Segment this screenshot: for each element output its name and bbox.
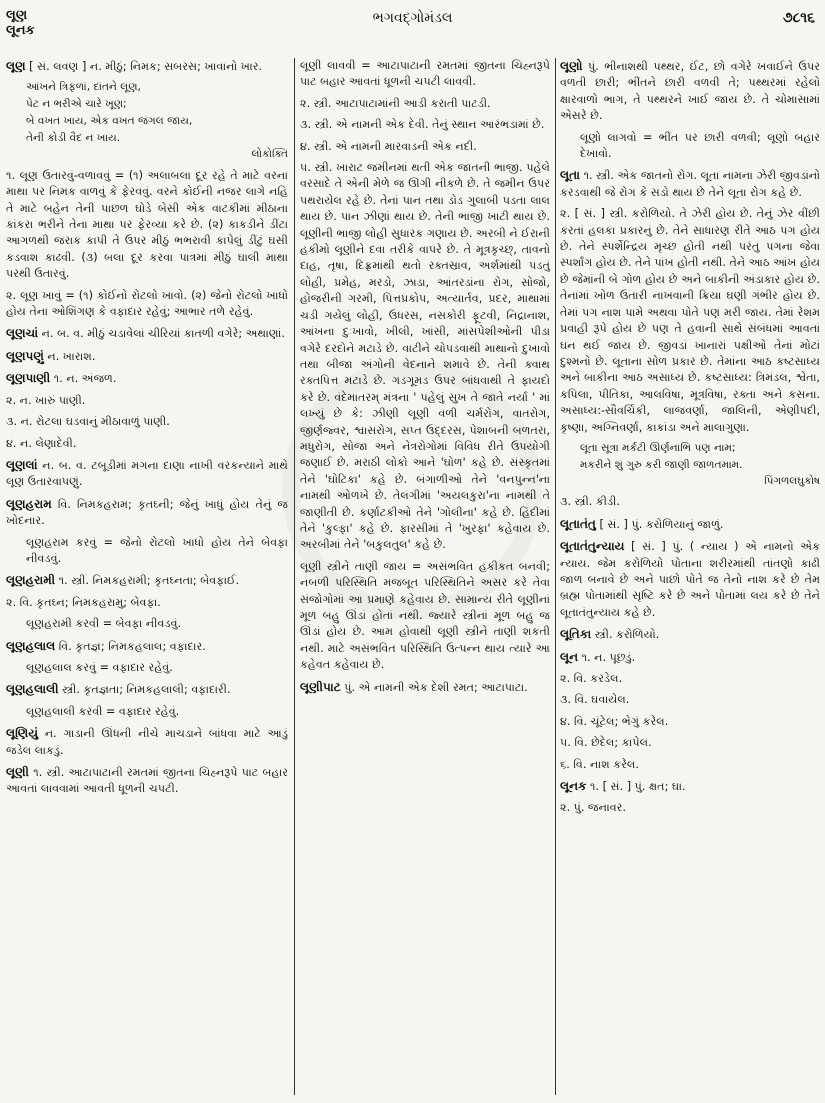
- dictionary-entry: [6, 370, 288, 387]
- dictionary-entry: [560, 130, 820, 163]
- dictionary-entry: [560, 757, 820, 773]
- entry-definition: ૧. સ્ત્રી. એક જાતનો રોગ. લૂતા નામના ઝેરી જીવડાંનો કરડવાથી જે રોગ કે સડો થાય છે તેને લૂતા રોગ કહે છે.: [560, 169, 820, 199]
- dictionary-entry: [560, 538, 820, 621]
- dictionary-entry: [6, 681, 288, 698]
- entry-definition: [ સં. ] પું. ( ન્યાય ) એ નામનો એક ન્યાય. જેમ કરોળિયો પોતાના શરીરમાંથી તાંતણો કાઢી જાળ બનાવે છે અને પાછો પોતે જ તેનો નાશ કરે છે તેમ બ્રહ્મ પોતામાંથી સૃષ્ટિ કરે છે અને પોતામાં લય કરે છે તેને લૂતાતંતુન્યાય કહે છે.: [560, 540, 820, 619]
- dictionary-entry: [6, 348, 288, 365]
- dictionary-entry: [6, 80, 288, 162]
- entry-definition: ન. ગાડાની ઊંધની નીચે માચડાને બાંધવા માટે આડું જડેલ લાકડું.: [6, 727, 288, 757]
- dictionary-entry: [6, 496, 288, 530]
- headword: લૂણિયું: [6, 726, 39, 741]
- entry-definition: ૫. વિ. છેદેલ; કાપેલ.: [560, 736, 652, 750]
- dictionary-entry: [560, 671, 820, 687]
- dictionary-entry: [560, 649, 820, 666]
- dictionary-entry: [6, 288, 288, 321]
- entry-definition: લૂણી સ્ત્રીને તાણી જાય = અસંભવિત હકીકત બનવી; નબળી પરિસ્થિતિ મજબૂત પરિસ્થિતિને અસર કરે તેવા સંજોગોમાં આ પ્રમાણે કહેવાય છે. સામાન્ય રીતે લૂણીનાં મૂળ બહુ ઊંડાં હોતાં નથી. જ્યારે સ્ત્રીનાં મૂળ બહુ જ ઊંડાં હોય છે. આમ હોવાથી લૂણી સ્ત્રીને તાણી શકતી નથી. માટે અસંભવિત પરિસ્થિતિ ઉત્પન્ન થાય ત્યારે આ કહેવત કહેવાય છે.: [300, 559, 550, 672]
- dictionary-entry: [560, 167, 820, 201]
- entry-definition: ન. બ. વ. મીઠું ચડાવેલાં ચીરિયાં કાતળી વગેરે; અથાણાં.: [41, 327, 285, 341]
- entry-definition: લૂણી લાવવી = આટાપાટાની રમતમાં જીતના ચિહ્નરૂપે પાટ બહાર આવતાં ધૂળની ચપટી લાવવી.: [300, 59, 550, 89]
- dictionary-entry: [560, 735, 820, 751]
- dictionary-entry: [6, 393, 288, 409]
- column-1: [6, 58, 288, 1099]
- entry-definition: ૨. સ્ત્રી. આટાપાટામાંની આડી કરાતી પાટડી.: [300, 96, 491, 110]
- dictionary-entry: [6, 725, 288, 759]
- entry-definition: ૨. પું. જનાવર.: [560, 801, 627, 815]
- headword: લૂણપાણી: [6, 371, 51, 386]
- column-2: [300, 58, 550, 1099]
- quotation-source: પિંગળલઘુકોષ: [764, 474, 820, 487]
- headword: લૂન: [560, 649, 579, 664]
- dictionary-entry: [560, 800, 820, 816]
- entry-definition: ૪. સ્ત્રી. એ નામની મારવાડની એક નદી.: [300, 139, 477, 153]
- headword: લૂણીપાટ: [300, 679, 341, 694]
- dictionary-entry: [560, 516, 820, 533]
- headword: લૂણલાં: [6, 457, 38, 472]
- dictionary-entry: [6, 535, 288, 568]
- entry-definition: ૧. [ સં. ] પું. ક્ષત; ઘા.: [590, 780, 686, 794]
- dictionary-entry: [560, 206, 820, 436]
- dictionary-entry: [6, 704, 288, 720]
- entry-definition: ન. ખારાશ.: [47, 349, 96, 363]
- dictionary-entry: [560, 714, 820, 730]
- headword: લૂણહરામ: [6, 496, 52, 511]
- guide-word-first: લૂણ: [6, 8, 28, 23]
- quotation-line: પેટ ન ભરીએ ચારે ખૂણ;: [26, 98, 127, 111]
- headword: લૂણહલાલી: [6, 682, 59, 697]
- dictionary-entry: [560, 778, 820, 795]
- entry-definition: સ્ત્રી. કરોળિયો.: [594, 628, 660, 642]
- quotation-line: લૂણહલાલ કરવું = વફાદાર રહેવું.: [26, 660, 173, 674]
- dictionary-entry: [6, 572, 288, 589]
- dictionary-entry: [300, 58, 550, 91]
- entry-definition: સ્ત્રી. કૃતજ્ઞતા; નિમકહલાલી; વફાદારી.: [62, 683, 231, 697]
- headword: લૂનક: [560, 779, 587, 794]
- headword: લૂણપણું: [6, 348, 44, 363]
- quotation-line: લૂણહરામી કરવી = બેવફા નીવડવું.: [26, 617, 182, 631]
- entry-definition: પું. ભીનાશથી પથ્થર, ઈંટ, છો વગેરે ખવાઈને ઉપર વળતી છારી; ભીંતને છારી વળવી તે; પથ્થરમાં રહેલો ક્ષારવાળો ભાગ, તે પથ્થરને ખાઈ જાય છે. તે ચોમાસામાં એસરે છે.: [560, 60, 820, 123]
- dictionary-entry: [6, 436, 288, 452]
- dictionary-entry: [560, 441, 820, 489]
- dictionary-entry: [6, 660, 288, 676]
- dictionary-entry: [300, 96, 550, 112]
- headword: લૂતિકા: [560, 627, 592, 642]
- headword: લૂણચાં: [6, 326, 39, 341]
- headword: લૂણો: [560, 59, 583, 73]
- entry-definition: ૨. [ સં. ] સ્ત્રી. કરોળિયો. તે ઝેરી હોય છે. તેનું ઝેર વીંછી કરતાં હલકા પ્રકારનું છે. તેને સાધારણ રીતે આઠ પગ હોય છે. તેને સ્પર્શેન્દ્રિય મૃચ્છ હોતી નથી પરંતુ પગના જેવા સ્પર્શાંગ હોય છે. તેને પાંખ હોતી નથી. તેને આઠ આંખ હોય છે જેમાંની બે ગોળ હોય છે અને બાકીની અંડાકાર હોય છે. તેનામાં ખોળ ઉતારી નાખવાની ક્રિયા ઘણી ગંભીર હોય છે. તેમાં પગ નાશ પામે અથવા પોતે પણ મરી જાય. તેમાં રેશમ પ્રવાહી રૂપે હોય છે પણ તે હવાની સાથે સંબંધમાં આવતાં ઘન થઈ જાય છે. જીવડાં ખાનારાં પક્ષીઓ તેનાં મોટાં દુશ્મનો છે. લૂતાના સોળ પ્રકાર છે. તેમાંના આઠ કષ્ટસાધ્ય અને બાકીના આઠ અસાધ્ય છે. કષ્ટસાધ્ય: ત્રિમંડલ, શ્વેતા, કપિલા, પીતિકા, આલવિષા, મૂત્રવિષા, રક્તા અને કસના. અસાધ્ય:-સૌવર્ચિકી, લાજવર્ણા, જાલિની, એણીપદી, કૃષ્ણા, અગ્નિવર્ણા, કાકાંડા અને માલાગુણા.: [560, 207, 820, 434]
- entry-definition: ૧. સ્ત્રી. આટાપાટાની રમતમાં જીતના ચિહ્નરૂપે પાટ બહાર આવતાં લાવવામાં આવતી ધૂળની ચપટી.: [6, 766, 288, 796]
- entry-definition: ૫. સ્ત્રી. ખારાટ જમીનમાં થતી એક જાતની ભાજી. પહેલે વરસાદે તે એની મેળે જ ઊગી નીકળે છે. તે જમીન ઉપર પથરાયેલ રહે છે. તેનાં પાન તથા ડોડ ગુલાબી પડતા લાલ થાય છે. પાન ઝીણાં થાય છે. તેની ભાજી ખાટી થાય છે. લૂણીની ભાજી લોહી સુધારક ગણાય છે. અરબી ને ઈરાની હકીમો લૂણીને દવા તરીકે વાપરે છે. તે મૂત્રકૃચ્છ્, તાવનો દાહ, તૃષા, દિફ્રમાંથી થતો રક્તસ્રાવ, અર્શમાંથી પડતું લોહી, પ્રમેહ, મરડો, ઝાડા, આંતરડાંના રોગ, સોજો, હોજરીની ગરમી, પિત્તપ્રકોપ, અત્યાર્તવ, પ્રદર, માથામાં ચડી ગયેલું લોહી, ઉધરસ, નસકોરી ફૂટવી, નિદ્રાનાશ, આંખના દુઃખાવો, ખીલી, ખાંસી, માંસપેશીઓની પીડા વગેરે દરદોને મટાડે છે. વાટીને ચોપડવાથી માથાનો દુખાવો તથા બીજા અંગોની વેદનાને શમાવે છે. તેની ક્વાથ રક્તપિત્ત મટાડે છે. ગડગૂમડ ઉપર બાંધવાથી તે ફાયદો કરે છે. વંદેમાતરમ્ મંત્રના ' પહેલું સુખ તે જાતે નર્યા ' માં લખ્યું છે કે: ઝીણી લૂણી વળી ચર્મરોગ, વાતરોગ, જીર્ણજ્વર, શ્વાસરોગ, સપ્ત ઉદ્દરસ, પેશાબની બળતરા, મધુરોગ, સોજા અને નેત્રરોગોમાં વિવિધ રીતે ઉપયોગી જણાઈ છે. મરાઠી લોકો આને 'ઘોળ' કહે છે. સંસ્કૃતમાં તેને 'ઘોટિકા' કહે છે. બંગાળીઓ તેને 'વનપુન્ન'ના નામથી ઓળખે છે. તેલંગીમાં 'અયલકુરા'ના નામથી તે જાણીતી છે. કર્ણાટકીઓ તેને 'ગોલીના' કહે છે. હિંદીમાં તેને 'કુલ્ફા' કહે છે. ફારસીમાં તે 'ખુરફા' કહેવાય છે. અરબીમાં તેને 'બકુલતુલ' કહે છે.: [300, 161, 550, 552]
- dictionary-entry: [6, 616, 288, 632]
- dictionary-entry: [6, 414, 288, 430]
- dictionary-entry: [300, 559, 550, 674]
- quotation-line: લૂણહલાલી કરવી = વફાદાર રહેવું.: [26, 704, 180, 718]
- headword: લૂણહલાલ: [6, 638, 56, 653]
- entry-definition: [ સં. ] પું. કરોળિયાનું જાળું.: [599, 517, 724, 531]
- entry-definition: ૨. ન. ખારું પાણી.: [6, 393, 86, 407]
- dictionary-entry: [560, 494, 820, 510]
- column-divider: [294, 58, 295, 1095]
- headword: લૂણ: [6, 59, 26, 73]
- entry-definition: ૧. લૂણ ઉતારવું-વળાવવું = (૧) અલાબલા દૂર રહે તે માટે વરના માથા પર નિમક વાળવું કે ફેરવવું. વરને કોઈની નજર લાગે નહિ તે માટે બહેન તેની પાછળ ઘોડે બેસી એક વાટકીમાં મીઠાના કાંકરા ભરીને તેના માથા પર ફેરવ્યા કરે છે. (૨) કાકડીને ડીંટા આગળથી જરાક કાપી તે ઉપર મીઠું ભભરાવી કાપેલું ડીંટું ઘસી કડવાશ કાઢવી. (૩) બલા દૂર કરવા પાત્રમાં મીઠું ઘાલી માથા પરથી ઉતારવું.: [6, 168, 288, 281]
- dictionary-entry: [6, 58, 288, 75]
- entry-definition: ૬. વિ. નાશ કરેલ.: [560, 757, 639, 771]
- headword: લૂતાતંતુન્યાય: [560, 539, 625, 554]
- headword: લૂણહરામી: [6, 573, 56, 588]
- headword: લૂણી: [6, 765, 29, 779]
- entry-definition: ૧. ન. પૂછડું.: [581, 650, 636, 664]
- entry-definition: ૩. સ્ત્રી. એ નામની એક દેવી. તેનું સ્થાન આરંભડામાં છે.: [300, 118, 545, 132]
- entry-definition: ૩. સ્ત્રી. કીડી.: [560, 495, 620, 509]
- entry-definition: ૪. ન. લેણાદેવી.: [6, 436, 77, 450]
- dictionary-entry: [300, 117, 550, 133]
- entry-definition: ૩. ન. રોટલા ઘડવાનું મીઠાવાળું પાણી.: [6, 415, 170, 429]
- dictionary-entry: [6, 168, 288, 283]
- quotation-line: લૂતા સૂત્રા મર્કટી ઊર્ણનાભિ પણ નામ;: [580, 441, 736, 454]
- dictionary-entry: [300, 139, 550, 155]
- dictionary-entry: [6, 457, 288, 491]
- entry-definition: વિ. કૃતજ્ઞ; નિમકહલાલ; વફાદાર.: [58, 639, 206, 653]
- entry-definition: ૧. ન. અંજળ.: [53, 372, 117, 386]
- entry-definition: ૨. લૂણ ખાવું = (૧) કોઈનો રોટલો ખાવો. (૨) જેનો રોટલો ખાધો હોય તેના ઓશિંગણ કે વફાદાર રહેવું; આભાર તળે રહેવું.: [6, 288, 288, 319]
- guide-word-last: લૂનક: [6, 23, 35, 38]
- dictionary-entry: [560, 692, 820, 708]
- dictionary-entry: [6, 638, 288, 655]
- headword: લૂતાતંતુ: [560, 516, 596, 531]
- dictionary-entry: [300, 160, 550, 554]
- book-title: ભગવદ્ગોમંડલ: [372, 10, 453, 26]
- dictionary-entry: [6, 325, 288, 342]
- headword: લૂતા: [560, 168, 580, 183]
- dictionary-entry: [6, 764, 288, 798]
- quotation-line: લૂણહરામ કરવું = જેનો રોટલો ખાધો હોય તેને બેવફા નીવડવું.: [26, 535, 288, 565]
- entry-definition: ૪. વિ. ચૂંટેલ; ભેગું કરેલ.: [560, 714, 669, 728]
- quotation-line: આંખને ત્રિફળાં, દાંતને લૂણ,: [26, 81, 141, 94]
- dictionary-entry: [300, 679, 550, 696]
- dictionary-entry: [560, 626, 820, 643]
- column-3: [560, 58, 820, 1099]
- page-number: ૭૮૧૬: [782, 10, 815, 26]
- quotation-line: મકરીને શું ગુરુ કરી જાણી જાળતમામ.: [580, 458, 743, 471]
- quotation-line: બે વખત ખાય, એક વખત જંગલ જાય,: [26, 115, 193, 128]
- page-header: [0, 8, 825, 36]
- entry-definition: ૨. વિ. કરડેલ.: [560, 672, 623, 685]
- entry-definition: ૨. વિ. કૃતઘ્ન; નિમકહરામુ; બેવફા.: [6, 595, 161, 609]
- dictionary-entry: [6, 595, 288, 611]
- quotation-source: લોકોક્તિ: [251, 148, 288, 161]
- entry-definition: પું. એ નામની એક દેશી રમત; આટાપાટા.: [344, 680, 528, 694]
- column-divider: [555, 58, 556, 1095]
- dictionary-entry: [560, 58, 820, 125]
- quotation-line: લૂણો લાગવો = ભીંત પર છારી વળવી; લૂણો બહાર દેખાવો.: [580, 130, 820, 161]
- entry-definition: ૩. વિ. ઘવાયેલ.: [560, 693, 630, 707]
- entry-definition: ન. બ. વ. ટબૂડીમાં મગના દાણા નાખી વરકન્યાને માથે લૂણ ઉતારવાપણું.: [6, 458, 288, 489]
- entry-definition: [ સં. લવણ ] ન. મીઠું; નિમક; સબરસ; ખાવાનો ખાર.: [29, 60, 263, 73]
- entry-definition: ૧. સ્ત્રી. નિમકહરામી; કૃતઘ્નતા; બેવફાઈ.: [58, 574, 240, 588]
- quotation-line: તેની કોડી વૈદ ન ખાય.: [26, 132, 121, 145]
- entry-definition: વિ. નિમકહરામ; કૃતઘ્ની; જેનું ખાધું હોય તેનું જ ખોદનાર.: [6, 497, 288, 528]
